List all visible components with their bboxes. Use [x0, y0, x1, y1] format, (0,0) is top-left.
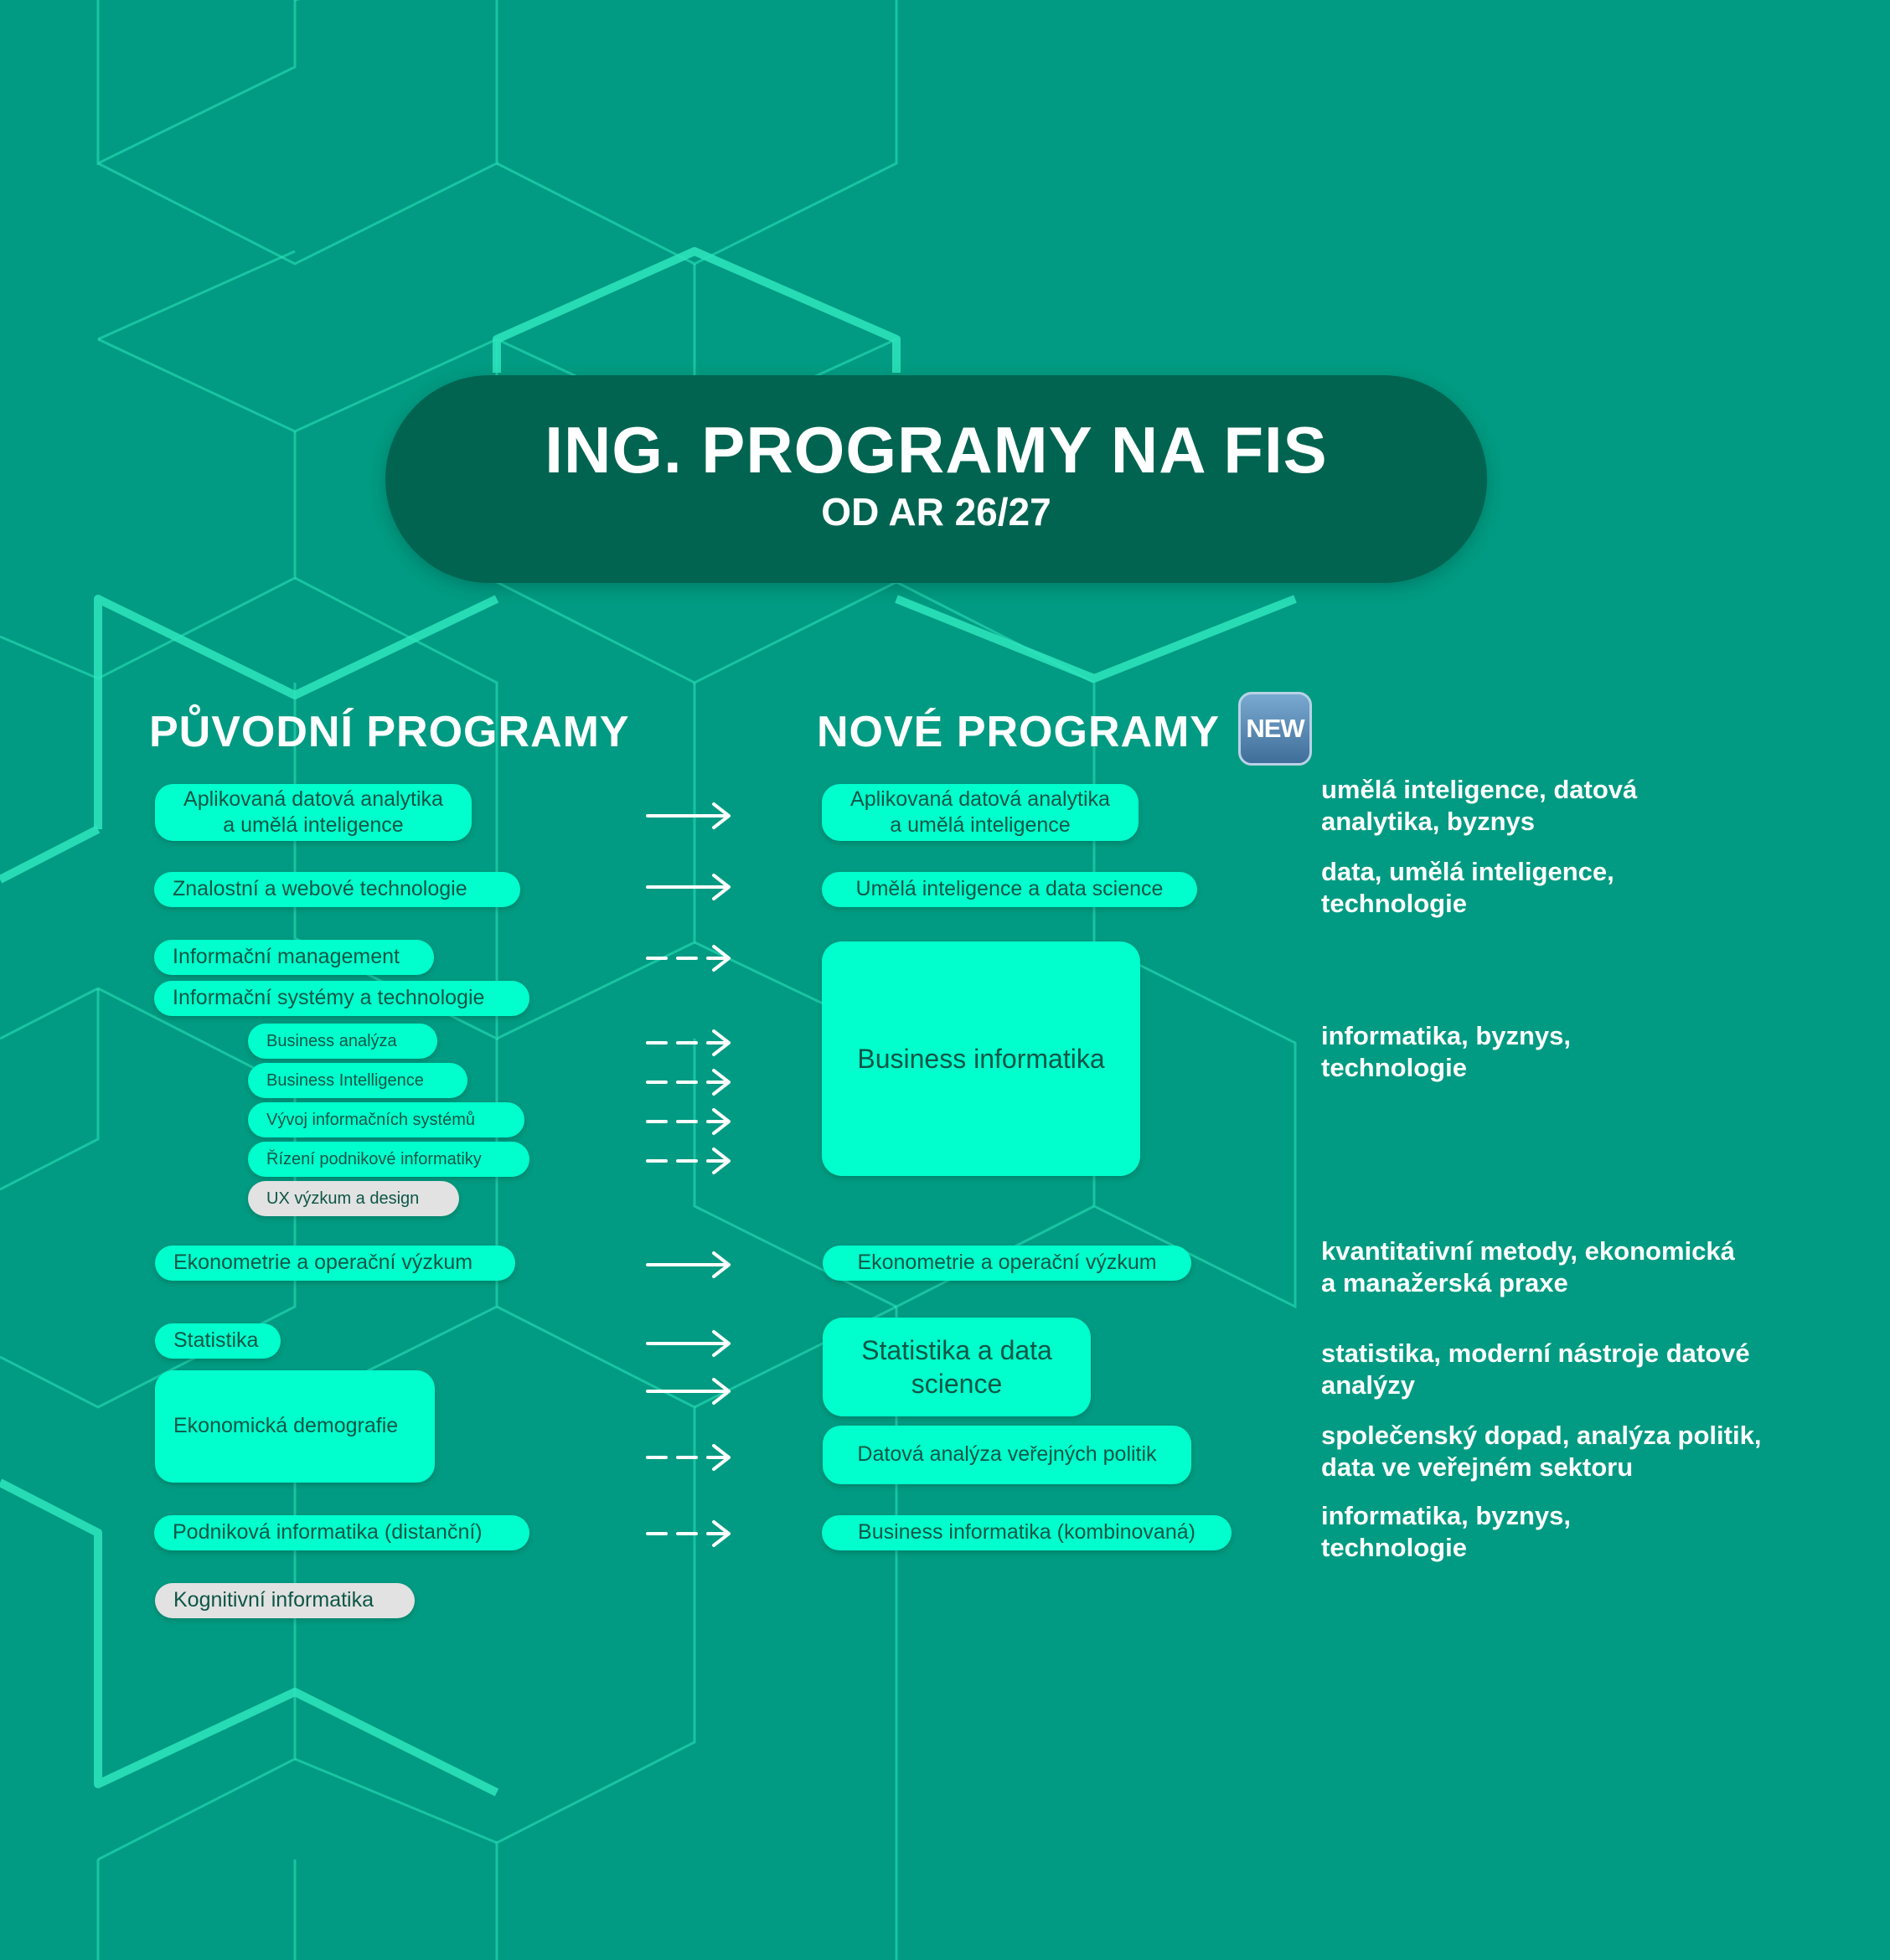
new-badge-icon: NEW	[1238, 692, 1312, 766]
old-program-ekonomicka-demografie: Ekonomická demografie	[155, 1370, 435, 1483]
description-statistika-data-science: statistika, moderní nástroje datové analýzy	[1321, 1338, 1750, 1400]
page-subtitle: OD AR 26/27	[821, 490, 1051, 534]
old-program-informacni-management: Informační management	[154, 940, 434, 975]
old-program-informacni-systemy-technologie: Informační systémy a technologie	[154, 981, 529, 1016]
description-business-informatika-kombinovana: informatika, byznys, technologie	[1321, 1501, 1572, 1563]
new-program-umela-inteligence-data-science: Umělá inteligence a data science	[822, 872, 1197, 907]
new-programs-heading: NOVÉ PROGRAMY	[817, 708, 1221, 756]
new-program-aplikovana-datova-analytika: Aplikovaná datová analytika a umělá inteligence	[822, 784, 1139, 841]
old-programs-heading: PŮVODNÍ PROGRAMY	[149, 708, 630, 756]
new-program-business-informatika: Business informatika	[822, 941, 1140, 1176]
old-program-podnikova-informatika-distancni: Podniková informatika (distanční)	[154, 1515, 529, 1550]
old-program-business-intelligence: Business Intelligence	[248, 1063, 467, 1098]
old-program-business-analyza: Business analýza	[248, 1024, 437, 1059]
description-umela-inteligence-data-science: data, umělá inteligence, technologie	[1321, 857, 1614, 919]
old-program-statistika: Statistika	[155, 1323, 281, 1359]
page-title: ING. PROGRAMY NA FIS	[545, 413, 1328, 487]
title-banner	[385, 375, 1487, 583]
description-business-informatika: informatika, byznys, technologie	[1321, 1021, 1572, 1083]
new-program-statistika-data-science: Statistika a data science	[823, 1318, 1091, 1416]
old-program-znalostni-webove-technologie: Znalostní a webové technologie	[154, 872, 520, 907]
old-program-aplikovana-datova-analytika: Aplikovaná datová analytika a umělá inteligence	[155, 784, 472, 841]
old-program-rizeni-podnikove-informatiky: Řízení podnikové informatiky	[248, 1142, 529, 1177]
old-program-kognitivni-informatika: Kognitivní informatika	[155, 1583, 415, 1618]
old-program-ekonometrie-operacni-vyzkum: Ekonometrie a operační výzkum	[155, 1246, 515, 1281]
old-program-vyvoj-informacnich-systemu: Vývoj informačních systémů	[248, 1102, 524, 1137]
new-program-ekonometrie-operacni-vyzkum: Ekonometrie a operační výzkum	[823, 1246, 1191, 1281]
description-datova-analyza-verejnych-politik: společenský dopad, analýza politik, data ve veřejném sektoru	[1321, 1421, 1762, 1483]
new-program-datova-analyza-verejnych-politik: Datová analýza veřejných politik	[823, 1426, 1191, 1484]
description-ekonometrie-operacni-vyzkum: kvantitativní metody, ekonomická a manažerská praxe	[1321, 1236, 1735, 1298]
old-program-ux-vyzkum-design: UX výzkum a design	[248, 1181, 459, 1216]
new-program-business-informatika-kombinovana: Business informatika (kombinovaná)	[822, 1515, 1232, 1550]
description-aplikovana-datova-analytika: umělá inteligence, datová analytika, byznys	[1321, 775, 1638, 837]
